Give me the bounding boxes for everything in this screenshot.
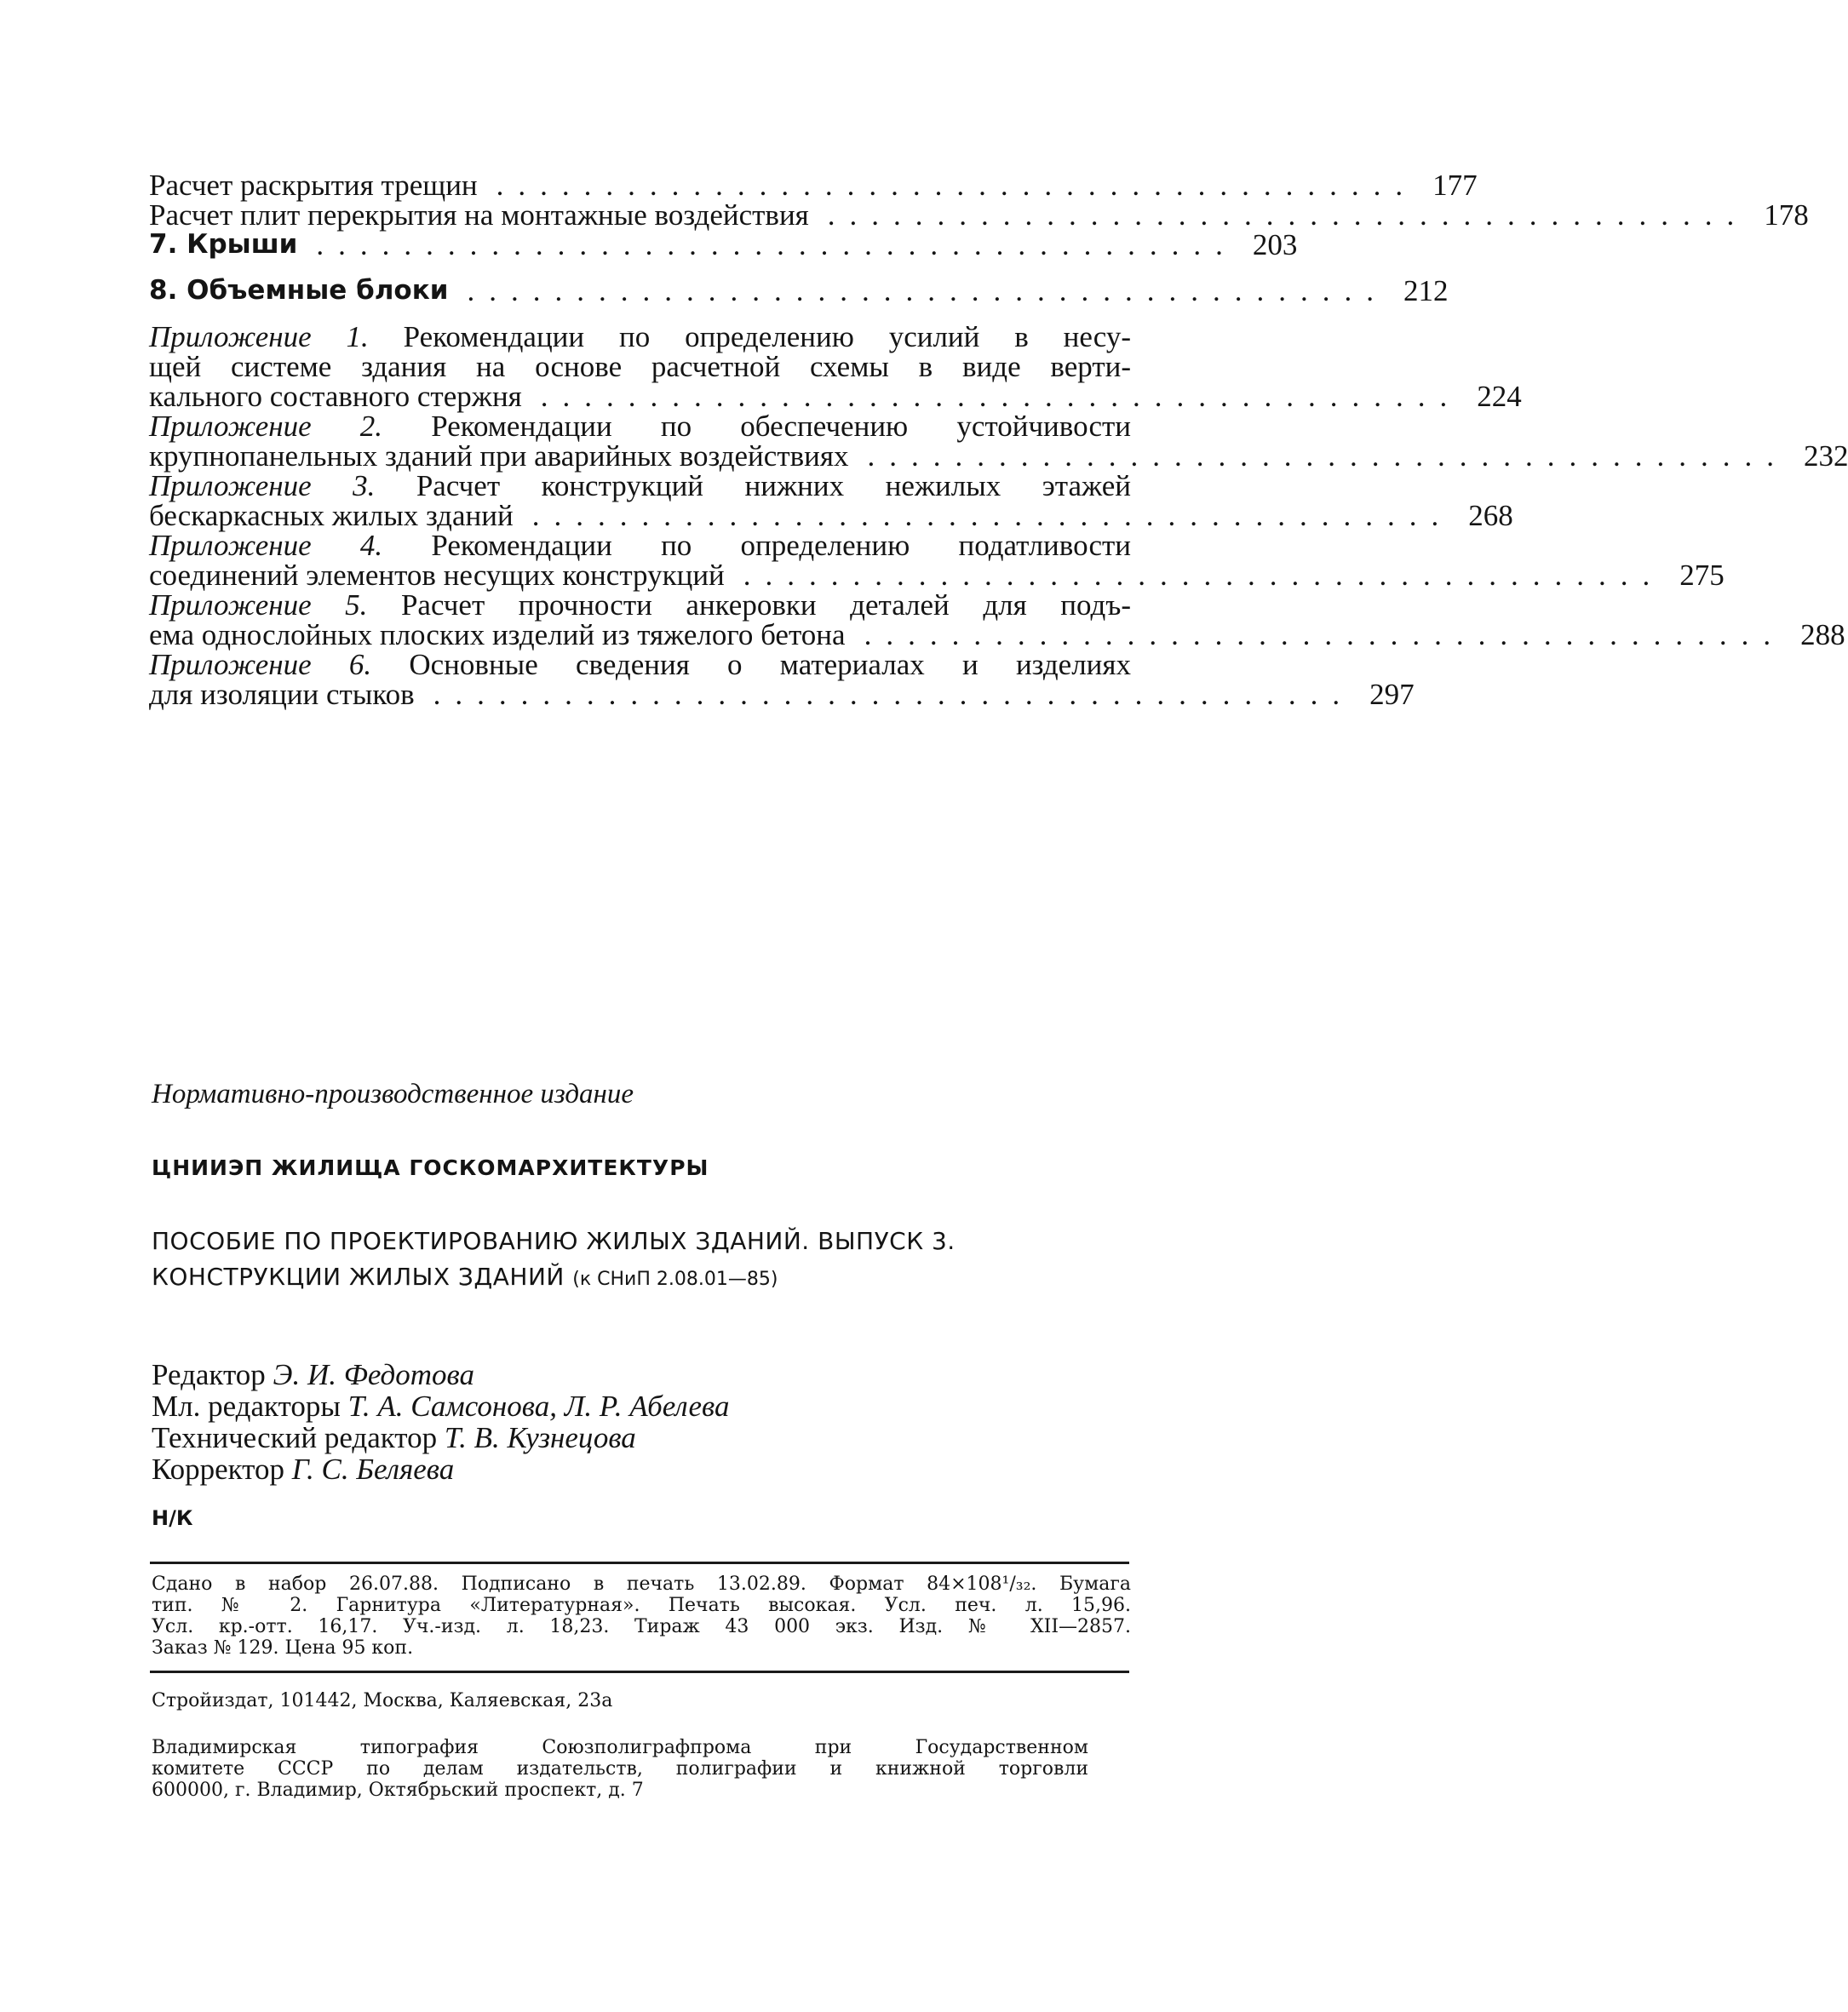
toc-leader: .......................................... — [467, 274, 1388, 307]
toc-row — [149, 169, 1478, 202]
toc-page: 268 — [1468, 499, 1513, 532]
imprint-line: Усл. кр.-отт. 16,17. Уч.-изд. л. 18,23. Тираж 43 000 экз. Изд. № XII—2857. — [152, 1616, 1131, 1637]
toc-leader: .......................................... — [496, 169, 1418, 202]
table-of-contents — [149, 169, 1848, 711]
credit-name: Т. А. Самсонова, Л. Р. Абелева — [347, 1390, 730, 1423]
appendix-text: Основные сведения о материалах и изделиях — [409, 648, 1132, 681]
appendix-label: Приложение 1. — [149, 320, 369, 353]
appendix-label: Приложение 3. — [149, 469, 376, 502]
credit-role: Корректор — [152, 1453, 285, 1486]
imprint-line: тип. № 2. Гарнитура «Литературная». Печать высокая. Усл. печ. л. 15,96. — [152, 1595, 1131, 1616]
appendix-text: для изоляции стыков — [149, 678, 415, 711]
divider — [150, 1562, 1129, 1564]
toc-page: 232 — [1803, 439, 1848, 473]
toc-page: 177 — [1432, 169, 1478, 202]
credit-line — [152, 1359, 730, 1390]
printer-line: комитете СССР по делам издательств, полиграфии и книжной торговли — [152, 1758, 1088, 1780]
toc-leader: .......................................... — [867, 439, 1788, 473]
toc-page: 212 — [1403, 274, 1449, 307]
toc-leader: .......................................... — [864, 618, 1786, 651]
credit-role: Технический редактор — [152, 1421, 438, 1454]
book-title-line-1: ПОСОБИЕ ПО ПРОЕКТИРОВАНИЮ ЖИЛЫХ ЗДАНИЙ. ВЫПУСК 3. — [152, 1227, 956, 1255]
toc-row — [149, 228, 1298, 261]
credit-role: Редактор — [152, 1358, 266, 1391]
printer-line: 600000, г. Владимир, Октябрьский проспект, д. 7 — [152, 1780, 644, 1801]
toc-appendix-1 — [149, 320, 1522, 413]
credit-name: Г. С. Беляева — [291, 1453, 455, 1486]
index-code: Н/К — [152, 1506, 193, 1530]
credit-name: Т. В. Кузнецова — [444, 1421, 636, 1454]
toc-page: 275 — [1679, 559, 1725, 592]
credit-line — [152, 1390, 730, 1422]
book-title — [152, 1224, 956, 1298]
toc-appendix-4 — [149, 529, 1725, 592]
toc-chapter-title: 7. Крыши — [149, 229, 298, 260]
toc-leader: .......................................... — [433, 678, 1355, 711]
appendix-text: соединений элементов несущих конструкций — [149, 559, 725, 592]
imprint — [152, 1573, 1131, 1659]
appendix-text: бескаркасных жилых зданий — [149, 499, 514, 532]
toc-appendix-2 — [149, 410, 1848, 473]
credit-line — [152, 1422, 730, 1453]
toc-appendix-3 — [149, 469, 1513, 532]
toc-leader: .......................................... — [531, 499, 1454, 532]
divider — [150, 1671, 1129, 1673]
appendix-text: Расчет конструкций нижних нежилых этажей — [416, 469, 1132, 502]
book-title-line-2 — [152, 1259, 956, 1298]
appendix-text: Рекомендации по определению податливости — [431, 529, 1131, 562]
appendix-text: Рекомендации по определению усилий в несу- — [403, 320, 1131, 353]
appendix-label: Приложение 2. — [149, 410, 383, 443]
credit-name: Э. И. Федотова — [273, 1358, 474, 1391]
toc-leader: .......................................... — [540, 380, 1462, 413]
toc-leader: .......................................... — [827, 198, 1749, 232]
appendix-text: крупнопанельных зданий при аварийных воздействиях — [149, 439, 849, 473]
appendix-text: ема однослойных плоских изделий из тяжелого бетона — [149, 618, 846, 651]
publisher: Стройиздат, 101442, Москва, Каляевская, 23а — [152, 1690, 613, 1711]
toc-page: 203 — [1252, 228, 1298, 261]
toc-page: 178 — [1764, 198, 1809, 232]
appendix-text: щей системе здания на основе расчетной схемы в виде верти- — [149, 350, 1131, 383]
appendix-text: Рекомендации по обеспечению устойчивости — [431, 410, 1132, 443]
book-title-note: (к СНиП 2.08.01—85) — [572, 1269, 778, 1290]
toc-page: 288 — [1800, 618, 1845, 651]
appendix-label: Приложение 5. — [149, 588, 368, 622]
toc-appendix-6 — [149, 648, 1415, 711]
book-title-main: КОНСТРУКЦИИ ЖИЛЫХ ЗДАНИЙ — [152, 1263, 565, 1291]
toc-page: 297 — [1369, 678, 1415, 711]
imprint-line: Сдано в набор 26.07.88. Подписано в печать 13.02.89. Формат 84×108¹/₃₂. Бумага — [152, 1573, 1131, 1595]
toc-chapter-title: 8. Объемные блоки — [149, 275, 449, 306]
credit-line — [152, 1453, 730, 1485]
imprint-line: Заказ № 129. Цена 95 коп. — [152, 1637, 414, 1659]
toc-row — [149, 274, 1449, 307]
toc-row — [149, 198, 1809, 232]
toc-appendix-5 — [149, 588, 1845, 651]
toc-leader: .......................................... — [316, 228, 1237, 261]
printer — [152, 1737, 1088, 1801]
appendix-label: Приложение 6. — [149, 648, 372, 681]
toc-title: Расчет плит перекрытия на монтажные воздействия — [149, 198, 809, 232]
appendix-text: Расчет прочности анкеровки деталей для подъ- — [400, 588, 1132, 622]
credits — [152, 1359, 730, 1485]
toc-page: 224 — [1477, 380, 1522, 413]
credit-role: Мл. редакторы — [152, 1390, 341, 1423]
appendix-label: Приложение 4. — [149, 529, 383, 562]
toc-title: Расчет раскрытия трещин — [149, 169, 478, 202]
edition-type: Нормативно-производственное издание — [152, 1079, 634, 1109]
organization: ЦНИИЭП ЖИЛИЩА ГОСКОМАРХИТЕКТУРЫ — [152, 1155, 709, 1180]
appendix-text: кального составного стержня — [149, 380, 522, 413]
toc-leader: .......................................... — [743, 559, 1665, 592]
printer-line: Владимирская типография Союзполиграфпрома при Государственном — [152, 1737, 1088, 1758]
